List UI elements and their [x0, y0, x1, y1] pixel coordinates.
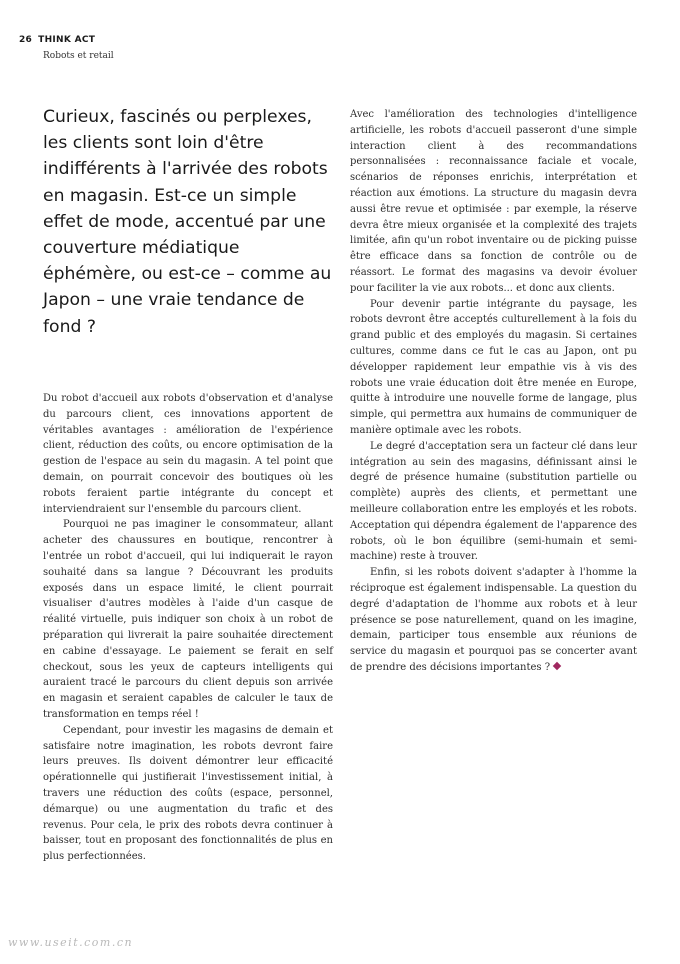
- running-header: [19, 35, 114, 61]
- header-line: [19, 35, 114, 45]
- body-paragraph-last: [350, 565, 637, 676]
- header-subtitle: Robots et retail: [43, 51, 114, 61]
- watermark: www.useit.com.cn: [8, 936, 134, 949]
- lead-paragraph: Curieux, fascinés ou perplexes, les clients sont loin d'être indifférents à l'arrivée des robots en magasin. Est-ce un simple effet de mode, accentué par une couverture médiatique éphémère, ou est-ce – comme au Japon – une vraie tendance de fond ?: [43, 107, 332, 337]
- right-column: [350, 107, 637, 676]
- body-paragraph-text: Enfin, si les robots doivent s'adapter à l'homme la réciproque est également indispensable. La question du degré d'adaptation de l'homme aux robots et à leur présence se pose naturellement, quand on les imagine, demain, participer tous ensemble aux réunions de service du magasin et pourquoi pas se concerter avant de prendre des décisions importantes ?: [350, 567, 637, 673]
- body-paragraph: Cependant, pour investir les magasins de demain et satisfaire notre imagination, les robots devront faire leurs preuves. Ils doivent démontrer leur efficacité opérationnelle qui justifierait l'investissement initial, à travers une réduction des coûts (espace, personnel, démarque) ou une augmentation du trafic et des revenus. Pour cela, le prix des robots devra continuer à baisser, tout en proposant des fonctionnalités de plus en plus perfectionnées.: [43, 724, 333, 863]
- page-number: 26: [19, 35, 33, 45]
- body-paragraph: Le degré d'acceptation sera un facteur clé dans leur intégration au sein des magasins, définissant ainsi le degré de présence humaine (substitution partielle ou complète) auprès des clients, et permettant une meilleure collaboration entre les employés et les robots. Acceptation qui dépendra également de l'apparence des robots, où le bon équilibre (semi-humain et semi-machine) reste à trouver.: [350, 440, 637, 563]
- body-paragraph: Pourquoi ne pas imaginer le consommateur, allant acheter des chaussures en boutique, rencontrer à l'entrée un robot d'accueil, qui lui indiquerait le rayon souhaité dans sa langue ? Découvrant les produits exposés dans un espace limité, le client pourrait visualiser d'autres modèles à l'aide d'un casque de réalité virtuelle, puis indiquer son choix à un robot de préparation qui livrerait la paire souhaitée directement en cabine d'essayage. Le paiement se ferait en self checkout, sous les yeux de capteurs intelligents qui auraient tracé le parcours du client depuis son arrivée en magasin et seraient capables de calculer le taux de transformation en temps réel !: [43, 519, 333, 720]
- body-paragraph: Pour devenir partie intégrante du paysage, les robots devront être acceptés culturellement à la fois du grand public et des employés du magasin. Si certaines cultures, comme dans ce fut le cas au Japon, ont pu développer rapidement leur empathie vis à vis des robots une vraie éducation doit être menée en Europe, quitte à introduire une nouvelle forme de langage, plus simple, qui permettra aux humains de communiquer de manière optimale avec les robots.: [350, 298, 637, 436]
- body-paragraph: Avec l'amélioration des technologies d'intelligence artificielle, les robots d'accueil passeront d'une simple interaction client à des recommandations personnalisées : reconnaissance faciale et vocale, scénarios de réponses enrichis, interprétation et réaction aux émotions. La structure du magasin devra aussi être revue et optimisée : par exemple, la réserve devra être mieux organisée et la complexité des trajets limitée, afin qu'un robot inventaire ou de picking puisse être efficace dans sa fonction de contrôle ou de réassort. Le format des magasins va devoir évoluer pour faciliter la vie aux robots... et donc aux clients.: [350, 109, 637, 294]
- left-column: [43, 391, 333, 865]
- section-title: THINK ACT: [38, 35, 96, 45]
- end-of-article-diamond-icon: [553, 662, 561, 670]
- body-paragraph: Du robot d'accueil aux robots d'observation et d'analyse du parcours client, ces innovations apportent de véritables avantages : amélioration de l'expérience client, réduction des coûts, ou encore optimisation de la gestion de l'espace au sein du magasin. A tel point que demain, on pourrait concevoir des boutiques où les robots feraient partie intégrante du concept et interviendraient sur l'ensemble du parcours client.: [43, 393, 333, 515]
